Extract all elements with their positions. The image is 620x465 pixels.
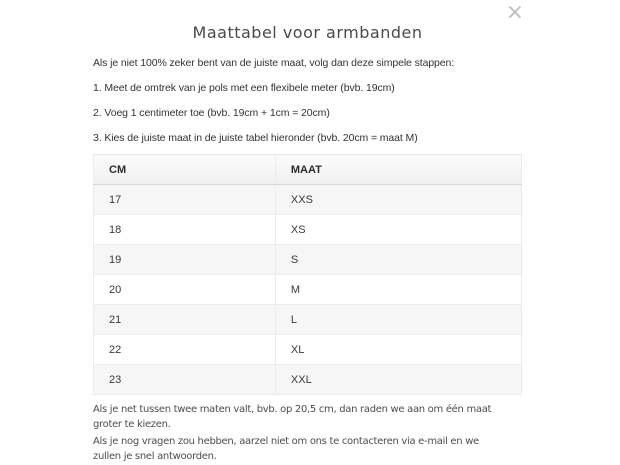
footer-line: zullen je snel antwoorden. [93,450,217,462]
size-table [93,154,522,395]
table-row [94,365,522,395]
table-row [94,305,522,335]
cm-cell: 19 [94,245,276,275]
footer-line: Als je nog vragen zou hebben, aarzel niet om ons te contacteren via e-mail en we [93,436,479,447]
maat-cell: L [275,305,521,335]
maat-cell: M [275,275,521,305]
cm-cell: 17 [94,185,276,215]
maat-cell: XXS [275,185,521,215]
footer-paragraph-fit [93,403,522,432]
step-3: 3. Kies de juiste maat in de juiste tabel hieronder (bvb. 20cm = maat M) [93,132,418,144]
column-header-cm: CM [94,155,276,185]
close-icon: × [505,0,524,25]
cm-cell: 18 [94,215,276,245]
close-button[interactable] [506,2,524,24]
table-row [94,185,522,215]
maat-cell: XXL [275,365,521,395]
maat-cell: XL [275,335,521,365]
maat-cell: S [275,245,521,275]
maat-cell: XS [275,215,521,245]
step-1: 1. Meet de omtrek van je pols met een flexibele meter (bvb. 19cm) [93,82,395,94]
footer-line: Als je net tussen twee maten valt, bvb. op 20,5 cm, dan raden we aan om één maat [93,404,492,415]
table-row [94,245,522,275]
table-row [94,335,522,365]
intro-text: Als je niet 100% zeker bent van de juiste maat, volg dan deze simpele stappen: [93,57,455,69]
step-2: 2. Voeg 1 centimeter toe (bvb. 19cm + 1cm = 20cm) [93,107,330,119]
footer-paragraph-contact [93,435,522,464]
cm-cell: 20 [94,275,276,305]
cm-cell: 22 [94,335,276,365]
table-header-row [94,155,522,185]
cm-cell: 21 [94,305,276,335]
table-row [94,275,522,305]
modal-title: Maattabel voor armbanden [192,23,423,42]
footer-notes [93,403,522,464]
column-header-maat: MAAT [275,155,521,185]
footer-line: groter te kiezen. [93,418,171,430]
table-row [94,215,522,245]
size-chart-modal [93,0,522,464]
cm-cell: 23 [94,365,276,395]
